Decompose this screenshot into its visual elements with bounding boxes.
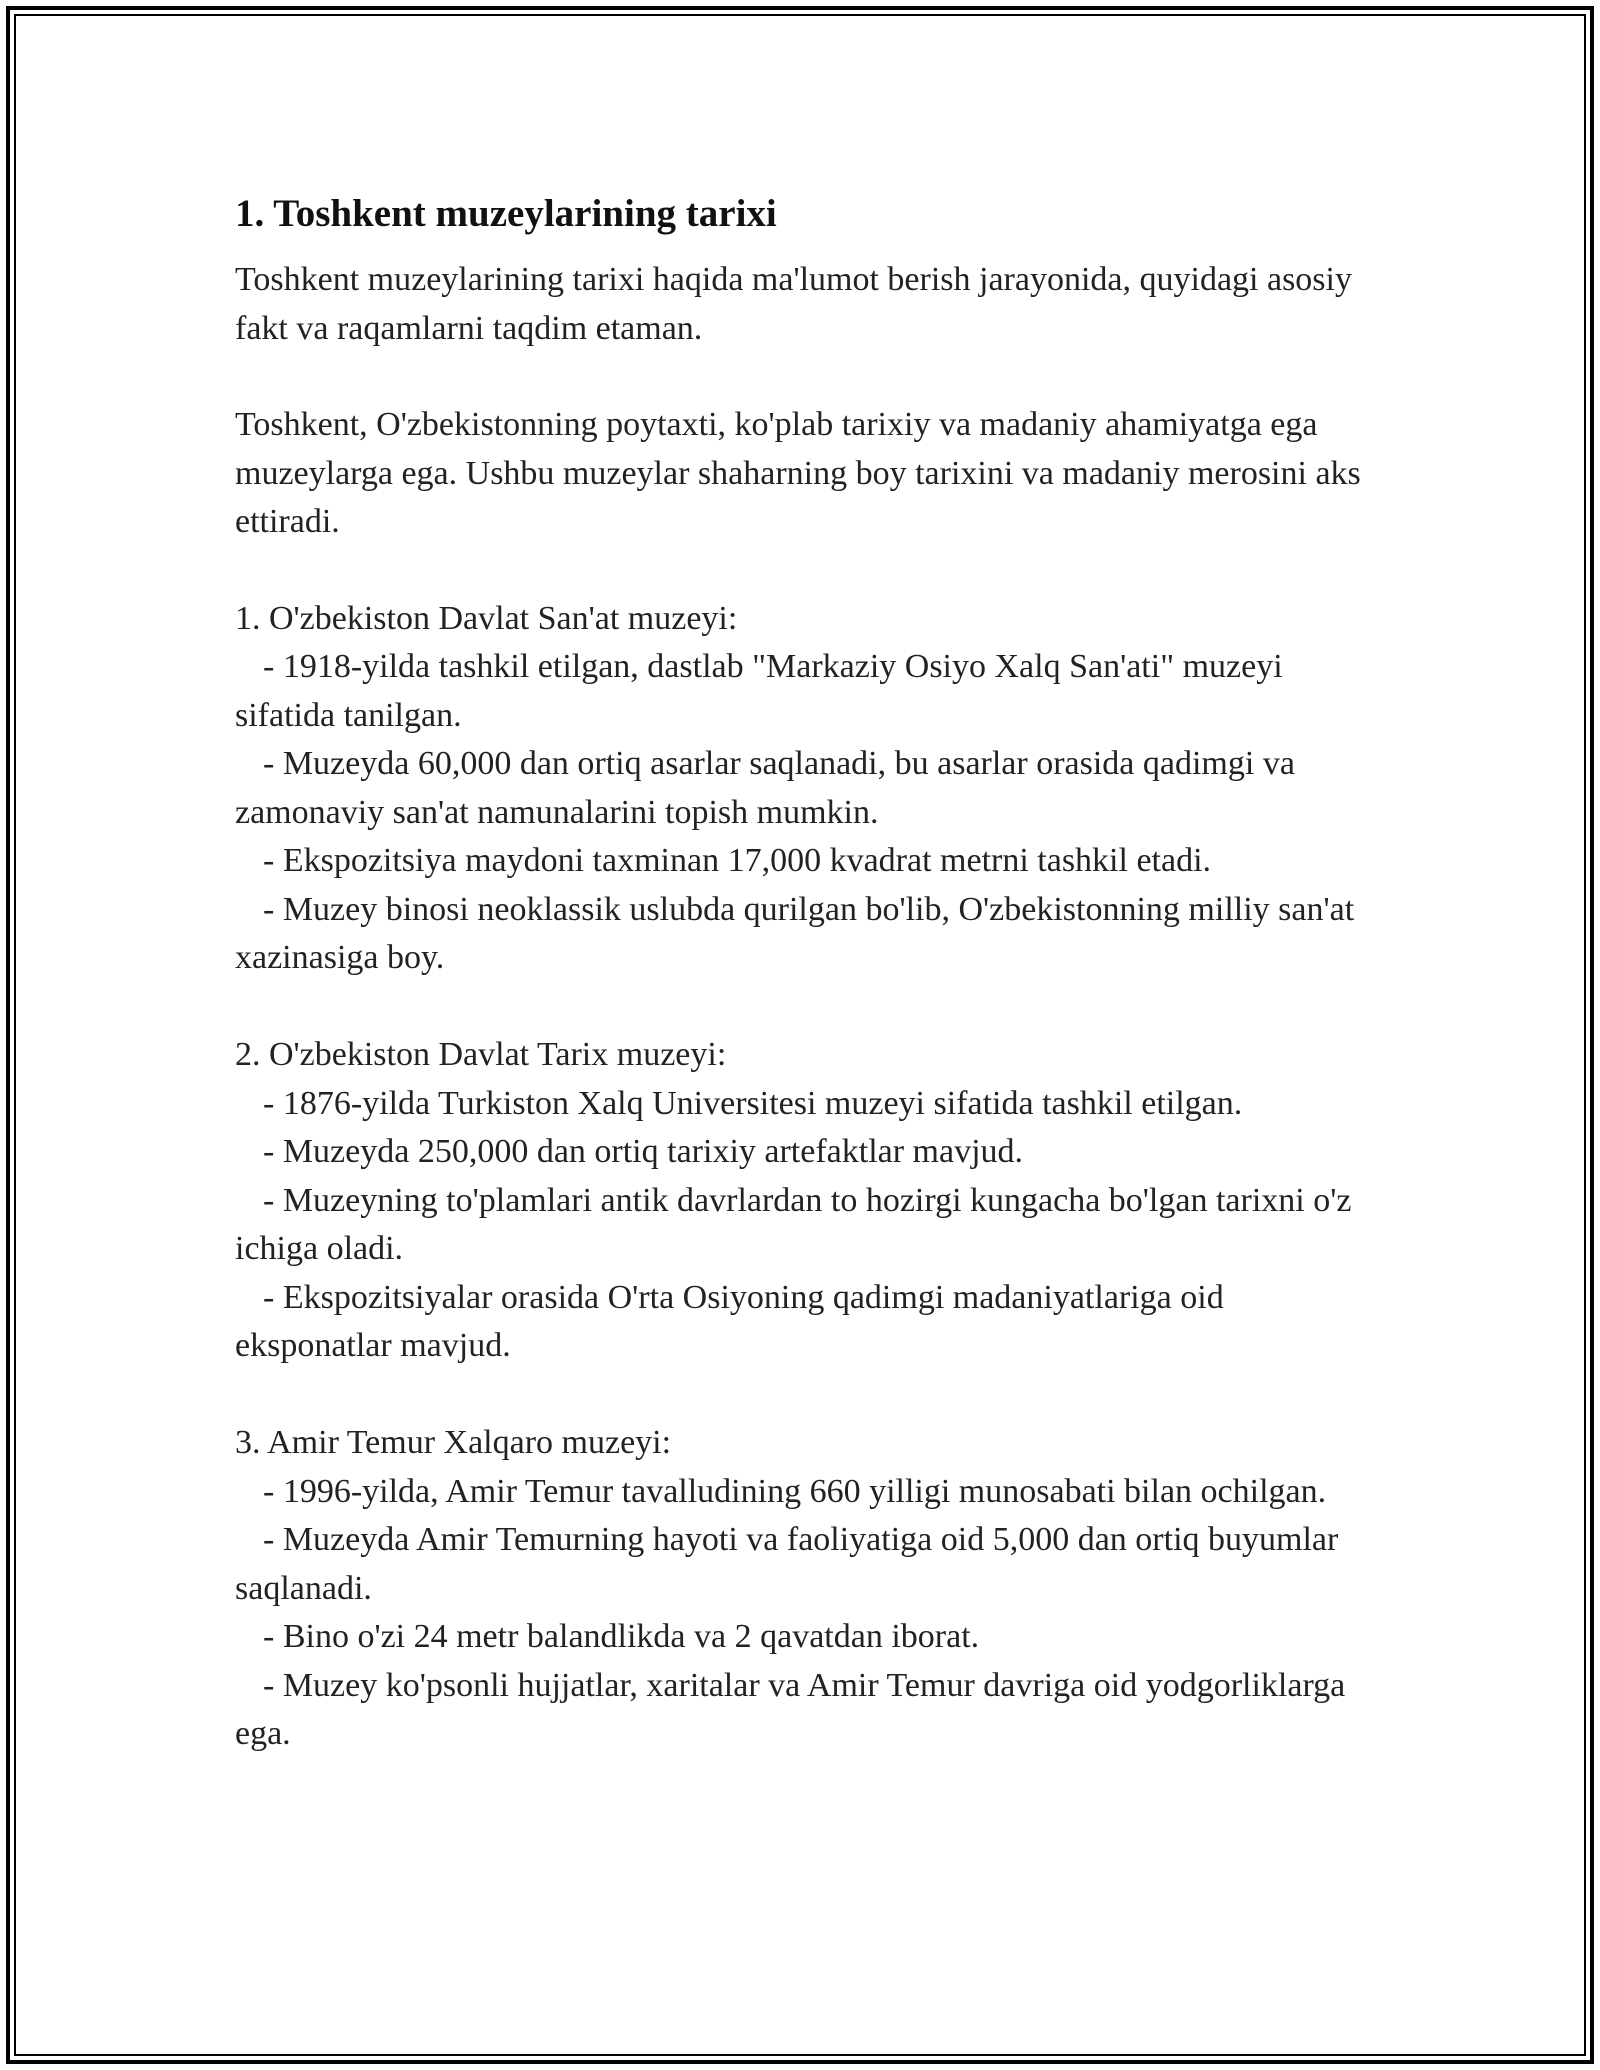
section-bullet: - Muzey binosi neoklassik uslubda qurilgan bo'lib, O'zbekistonning milliy san'at xazinasiga boy. — [235, 890, 1355, 976]
section-bullet: - 1996-yilda, Amir Temur tavalludining 660 yilligi munosabati bilan ochilgan. — [263, 1472, 1327, 1510]
section-bullet: - 1876-yilda Turkiston Xalq Universitesi muzeyi sifatida tashkil etilgan. — [263, 1084, 1243, 1122]
section-bullet: - Muzeyning to'plamlari antik davrlardan to hozirgi kungacha bo'lgan tarixni o'z ichiga oladi. — [235, 1181, 1352, 1267]
section-bullet: - 1918-yilda tashkil etilgan, dastlab "Markaziy Osiyo Xalq San'ati" muzeyi sifatida tanilgan. — [235, 648, 1283, 734]
section-bullet: - Ekspozitsiya maydoni taxminan 17,000 kvadrat metrni tashkil etadi. — [263, 842, 1212, 879]
section-heading: 1. O'zbekiston Davlat San'at muzeyi: — [235, 599, 738, 637]
section-bullet: - Muzeyda Amir Temurning hayoti va faoliyatiga oid 5,000 dan ortiq buyumlar saqlanadi. — [235, 1521, 1339, 1607]
museum-section — [235, 1419, 1375, 1759]
museum-section — [235, 595, 1375, 983]
section-bullet: - Muzeyda 250,000 dan ortiq tarixiy artefaktlar mavjud. — [263, 1133, 1024, 1170]
document-title: 1. Toshkent muzeylarining tarixi — [235, 192, 777, 235]
section-bullet: - Ekspozitsiyalar orasida O'rta Osiyoning qadimgi madaniyatlariga oid eksponatlar mavjud. — [235, 1278, 1224, 1364]
section-bullet: - Bino o'zi 24 metr balandlikda va 2 qavatdan iborat. — [263, 1618, 980, 1655]
section-bullet: - Muzeyda 60,000 dan ortiq asarlar saqlanadi, bu asarlar orasida qadimgi va zamonaviy san'at namunalarini topish mumkin. — [235, 745, 1295, 831]
intro-paragraph: Toshkent, O'zbekistonning poytaxti, ko'plab tarixiy va madaniy ahamiyatga ega muzeylarga ega. Ushbu muzeylar shaharning boy tarixini va madaniy merosini aks ettiradi. — [235, 406, 1361, 540]
document-body — [235, 188, 1375, 1807]
section-bullet: - Muzey ko'psonli hujjatlar, xaritalar va Amir Temur davriga oid yodgorliklarga ega. — [235, 1666, 1346, 1752]
museum-section — [235, 1031, 1375, 1371]
intro-paragraph: Toshkent muzeylarining tarixi haqida ma'lumot berish jarayonida, quyidagi asosiy fakt va raqamlarni taqdim etaman. — [235, 261, 1352, 347]
section-heading: 3. Amir Temur Xalqaro muzeyi: — [235, 1424, 672, 1461]
section-heading: 2. O'zbekiston Davlat Tarix muzeyi: — [235, 1036, 727, 1073]
